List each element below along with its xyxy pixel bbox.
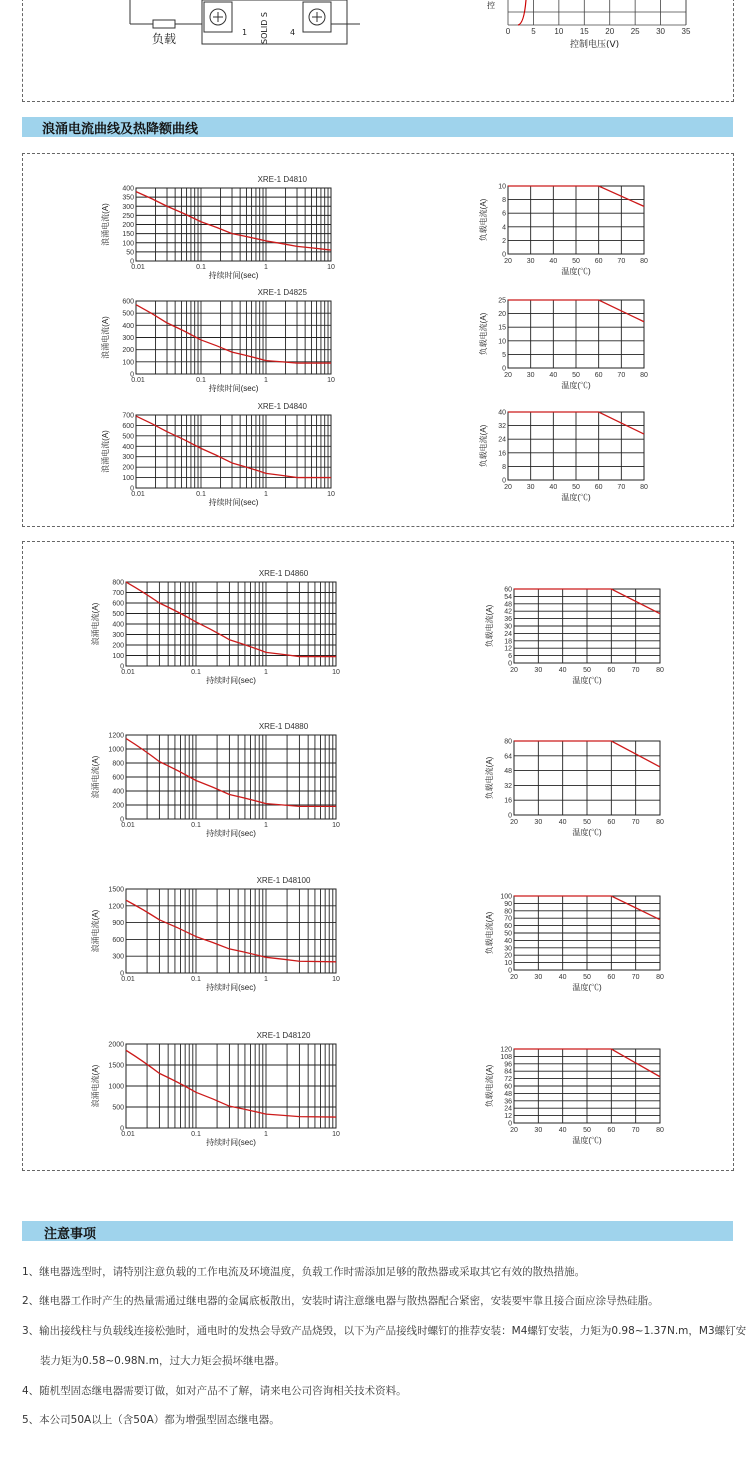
y-axis-label: 负载电流(A) <box>485 604 494 648</box>
x-tick-label: 20 <box>504 258 512 265</box>
ctrl-tick-label: 20 <box>605 27 615 36</box>
note-2: 2、继电器工作时产生的热量需通过继电器的金属底板散出，安装时请注意继电器与散热器配合紧密，安装要牢靠且接合面应涂导热硅脂。 <box>22 1295 659 1307</box>
y-tick-label: 32 <box>498 423 506 431</box>
x-tick-label: 80 <box>656 1127 664 1134</box>
y-tick-label: 6 <box>508 653 512 661</box>
y-tick-label: 500 <box>112 1104 124 1112</box>
note-4: 4、随机型固态继电器需要订做，如对产品不了解，请来电公司咨询相关技术资料。 <box>22 1385 407 1397</box>
y-tick-label: 600 <box>122 422 134 430</box>
y-tick-label: 400 <box>122 322 134 330</box>
y-tick-label: 8 <box>502 197 506 205</box>
x-tick-label: 0.01 <box>121 822 135 829</box>
x-tick-label: 80 <box>640 258 648 265</box>
y-axis-label: 浪涌电流(A) <box>101 203 110 246</box>
y-tick-label: 500 <box>112 611 124 618</box>
chart-title: XRE-1 D4810 <box>257 175 307 184</box>
y-tick-label: 4 <box>502 224 506 232</box>
y-tick-label: 400 <box>112 788 124 796</box>
x-tick-label: 60 <box>607 667 616 674</box>
x-tick-label: 1 <box>264 1131 268 1138</box>
chart-grid <box>508 300 644 368</box>
chart-grid <box>508 186 644 254</box>
note-3-cont: 装力矩为0.58~0.98N.m，过大力矩会损坏继电器。 <box>40 1355 285 1367</box>
y-tick-label: 5 <box>502 351 506 359</box>
y-axis-label: 浪涌电流(A) <box>91 909 100 953</box>
y-tick-label: 200 <box>122 347 134 355</box>
solid-state-text: SOLID S <box>260 12 269 44</box>
y-tick-label: 30 <box>504 623 512 631</box>
y-tick-label: 32 <box>504 782 512 790</box>
y-axis-label: 负载电流(A) <box>485 756 494 800</box>
surge-chart-d48120 <box>90 1026 350 1152</box>
x-tick-label: 0.1 <box>191 822 201 829</box>
y-tick-label: 700 <box>122 412 134 420</box>
y-tick-label: 100 <box>122 240 134 248</box>
chart-grid <box>126 582 336 666</box>
y-tick-label: 72 <box>504 1076 512 1084</box>
surge-chart-d4810 <box>100 170 345 285</box>
y-tick-label: 250 <box>122 212 134 220</box>
x-tick-label: 20 <box>510 667 518 674</box>
x-tick-label: 70 <box>631 819 640 826</box>
x-tick-label: 10 <box>327 264 335 271</box>
y-tick-label: 42 <box>504 608 512 616</box>
derating-chart-60a <box>484 583 674 689</box>
y-tick-label: 12 <box>504 1113 512 1121</box>
chart-title: XRE-1 D4860 <box>258 569 309 578</box>
x-tick-label: 10 <box>332 1131 340 1138</box>
x-tick-label: 40 <box>549 372 558 379</box>
x-axis-label: 温度(℃) <box>572 676 602 685</box>
x-axis-label: 温度(℃) <box>561 493 591 502</box>
y-tick-label: 25 <box>498 297 506 305</box>
x-tick-label: 30 <box>526 484 535 491</box>
ctrl-axis-label: 控制电压(V) <box>570 40 620 50</box>
y-axis-label: 浪涌电流(A) <box>101 316 110 359</box>
y-tick-label: 18 <box>504 638 512 646</box>
x-tick-label: 60 <box>594 372 603 379</box>
derating-chart-25a <box>478 294 658 394</box>
x-tick-label: 1 <box>264 976 268 983</box>
ctrl-tick-label: 25 <box>630 27 640 36</box>
y-tick-label: 40 <box>498 409 506 417</box>
x-axis-label: 持续时间(sec) <box>208 271 259 280</box>
x-tick-label: 10 <box>332 976 340 983</box>
y-tick-label: 800 <box>112 760 124 768</box>
x-tick-label: 0.01 <box>131 491 145 498</box>
x-tick-label: 0.1 <box>196 377 206 384</box>
chart-grid <box>508 412 644 480</box>
ctrl-ylabel: 控 <box>487 1 495 10</box>
ctrl-tick-label: 15 <box>579 27 589 36</box>
y-tick-label: 200 <box>122 222 134 229</box>
y-tick-label: 100 <box>122 475 134 483</box>
y-tick-label: 0 <box>120 1125 124 1133</box>
x-tick-label: 50 <box>583 974 591 981</box>
x-tick-label: 30 <box>534 819 543 826</box>
x-tick-label: 60 <box>607 1127 616 1134</box>
x-tick-label: 40 <box>558 667 567 674</box>
x-tick-label: 70 <box>631 974 640 981</box>
y-tick-label: 30 <box>504 945 512 953</box>
x-tick-label: 70 <box>617 372 626 379</box>
y-tick-label: 0 <box>502 251 506 259</box>
x-tick-label: 80 <box>640 372 648 379</box>
x-tick-label: 1 <box>264 264 268 271</box>
y-tick-label: 80 <box>504 908 512 916</box>
x-tick-label: 50 <box>572 372 580 379</box>
y-tick-label: 600 <box>112 600 124 608</box>
x-axis-label: 持续时间(sec) <box>206 983 256 992</box>
y-tick-label: 80 <box>504 738 512 746</box>
x-tick-label: 0.01 <box>121 976 135 983</box>
x-tick-label: 60 <box>607 819 616 826</box>
x-tick-label: 10 <box>327 491 335 498</box>
y-tick-label: 60 <box>504 1083 512 1091</box>
y-tick-label: 600 <box>112 774 124 782</box>
y-tick-label: 15 <box>498 324 506 332</box>
surge-chart-d4860 <box>90 564 350 690</box>
plot-frame <box>126 889 336 973</box>
y-tick-label: 6 <box>502 210 506 218</box>
x-tick-label: 50 <box>583 819 591 826</box>
y-tick-label: 0 <box>130 371 134 379</box>
y-tick-label: 0 <box>508 660 512 668</box>
y-tick-label: 10 <box>498 338 506 346</box>
ctrl-grid <box>508 0 686 25</box>
x-tick-label: 0.01 <box>121 1131 135 1138</box>
pin1-label: 1 <box>242 28 248 37</box>
ctrl-tick-label: 30 <box>656 27 666 36</box>
y-tick-label: 300 <box>122 335 134 342</box>
ctrl-tick-label: 10 <box>554 27 564 36</box>
section-title: 浪涌电流曲线及热降额曲线 <box>42 122 199 137</box>
ctrl-tick-label: 0 <box>505 27 511 36</box>
y-tick-label: 0 <box>502 365 506 373</box>
x-axis-label: 持续时间(sec) <box>206 1138 256 1147</box>
x-tick-label: 80 <box>640 484 648 491</box>
x-tick-label: 40 <box>549 258 558 265</box>
x-tick-label: 70 <box>631 1127 640 1134</box>
y-tick-label: 100 <box>122 359 134 367</box>
x-tick-label: 0.1 <box>196 491 206 498</box>
x-tick-label: 40 <box>549 484 558 491</box>
chart-grid <box>514 896 660 970</box>
x-tick-label: 0.1 <box>191 669 201 676</box>
ctrl-tick-label: 35 <box>681 27 691 36</box>
y-tick-label: 2 <box>502 237 506 245</box>
x-tick-label: 10 <box>332 669 340 676</box>
y-tick-label: 60 <box>504 923 512 931</box>
y-tick-label: 300 <box>122 454 134 462</box>
y-tick-label: 1500 <box>108 1062 124 1070</box>
y-tick-label: 400 <box>112 621 124 629</box>
x-tick-label: 80 <box>656 974 664 981</box>
chart-title: XRE-1 D4840 <box>257 402 307 411</box>
x-axis-label: 温度(℃) <box>561 267 591 276</box>
x-tick-label: 0.01 <box>131 377 145 384</box>
y-tick-label: 100 <box>112 653 124 660</box>
x-axis-label: 温度(℃) <box>572 1136 602 1145</box>
x-tick-label: 30 <box>534 1127 543 1134</box>
derating-chart-40a <box>478 406 658 506</box>
x-tick-label: 0.1 <box>191 1131 201 1138</box>
y-tick-label: 50 <box>126 249 134 257</box>
y-tick-label: 400 <box>122 443 134 451</box>
x-tick-label: 80 <box>656 819 664 826</box>
x-tick-label: 0.1 <box>191 976 201 983</box>
x-tick-label: 30 <box>534 974 543 981</box>
y-axis-label: 负载电流(A) <box>479 312 488 356</box>
y-tick-label: 0 <box>120 663 124 671</box>
notes-title: 注意事项 <box>44 1227 97 1242</box>
notes-title-bar <box>22 1221 733 1241</box>
y-tick-label: 0 <box>508 967 512 975</box>
y-tick-label: 1000 <box>108 1083 124 1091</box>
y-tick-label: 24 <box>498 436 506 444</box>
y-tick-label: 600 <box>112 936 124 944</box>
x-tick-label: 30 <box>526 372 535 379</box>
chart-grid <box>136 188 331 261</box>
y-tick-label: 48 <box>504 768 512 776</box>
x-tick-label: 30 <box>526 258 535 265</box>
ctrl-tick-label: 5 <box>531 27 536 36</box>
series-line <box>136 192 331 250</box>
y-tick-label: 12 <box>504 645 512 653</box>
y-tick-label: 1000 <box>108 746 124 754</box>
y-tick-label: 100 <box>500 893 512 901</box>
x-tick-label: 60 <box>594 484 603 491</box>
chart-title: XRE-1 D4825 <box>257 288 307 297</box>
x-tick-label: 10 <box>327 377 335 384</box>
x-tick-label: 20 <box>510 819 518 826</box>
x-tick-label: 40 <box>558 819 567 826</box>
y-tick-label: 48 <box>504 1090 512 1098</box>
y-tick-label: 60 <box>504 586 512 594</box>
y-tick-label: 150 <box>122 231 134 239</box>
pin4-label: 4 <box>290 28 296 37</box>
x-tick-label: 70 <box>617 484 626 491</box>
x-tick-label: 80 <box>656 667 664 674</box>
note-5: 5、本公司50A以上（含50A）都为增强型固态继电器。 <box>22 1414 280 1426</box>
x-tick-label: 50 <box>583 1127 591 1134</box>
y-tick-label: 96 <box>504 1061 512 1069</box>
y-tick-label: 36 <box>504 616 512 624</box>
y-tick-label: 200 <box>112 642 124 650</box>
x-tick-label: 40 <box>558 974 567 981</box>
x-tick-label: 20 <box>504 372 512 379</box>
y-tick-label: 200 <box>122 464 134 472</box>
surge-chart-d4825 <box>100 283 345 398</box>
x-axis-label: 温度(℃) <box>561 381 591 390</box>
y-axis-label: 负载电流(A) <box>479 424 488 468</box>
x-tick-label: 30 <box>534 667 543 674</box>
x-tick-label: 60 <box>607 974 616 981</box>
y-tick-label: 700 <box>112 590 124 597</box>
surge-chart-d48100 <box>90 871 350 997</box>
y-tick-label: 36 <box>504 1098 512 1106</box>
chart-grid <box>514 1049 660 1123</box>
series-line <box>126 900 336 962</box>
y-tick-label: 300 <box>112 953 124 961</box>
chart-title: XRE-1 D4880 <box>258 722 309 731</box>
chart-grid <box>514 589 660 663</box>
y-tick-label: 800 <box>112 579 124 587</box>
y-tick-label: 120 <box>500 1046 512 1054</box>
y-tick-label: 900 <box>112 920 124 928</box>
x-tick-label: 1 <box>264 669 268 676</box>
y-tick-label: 70 <box>504 915 512 923</box>
x-tick-label: 20 <box>504 484 512 491</box>
y-axis-label: 负载电流(A) <box>485 1064 494 1108</box>
x-tick-label: 70 <box>631 667 640 674</box>
x-tick-label: 1 <box>264 822 268 829</box>
derating-chart-120a <box>484 1043 674 1149</box>
y-axis-label: 浪涌电流(A) <box>91 602 100 646</box>
y-tick-label: 1200 <box>108 903 124 911</box>
x-tick-label: 50 <box>572 484 580 491</box>
y-axis-label: 浪涌电流(A) <box>91 755 100 799</box>
x-axis-label: 温度(℃) <box>572 828 602 837</box>
wiring-diagram <box>60 0 360 60</box>
y-tick-label: 350 <box>122 194 134 202</box>
x-tick-label: 1 <box>264 377 268 384</box>
y-tick-label: 84 <box>504 1068 512 1076</box>
y-tick-label: 20 <box>504 952 512 960</box>
note-3: 3、输出接线柱与负载线连接松弛时，通电时的发热会导致产品烧毁，以下为产品接线时螺钉的推荐安装：M4螺钉安装，力矩为0.98~1.37N.m，M3螺钉安 <box>22 1325 747 1337</box>
x-axis-label: 温度(℃) <box>572 983 602 992</box>
y-axis-label: 浪涌电流(A) <box>91 1064 100 1108</box>
y-axis-label: 负载电流(A) <box>479 198 488 242</box>
y-tick-label: 54 <box>504 593 512 601</box>
x-axis-label: 持续时间(sec) <box>206 676 256 685</box>
y-axis-label: 负载电流(A) <box>485 911 494 955</box>
y-tick-label: 1200 <box>108 732 124 740</box>
y-tick-label: 500 <box>122 433 134 441</box>
y-tick-label: 16 <box>504 797 512 805</box>
x-tick-label: 60 <box>594 258 603 265</box>
x-tick-label: 40 <box>558 1127 567 1134</box>
y-tick-label: 10 <box>498 183 506 191</box>
x-tick-label: 50 <box>583 667 591 674</box>
y-tick-label: 20 <box>498 311 506 319</box>
x-tick-label: 10 <box>332 822 340 829</box>
surge-chart-d4880 <box>90 717 350 843</box>
y-tick-label: 50 <box>504 930 512 938</box>
y-tick-label: 300 <box>122 203 134 211</box>
y-tick-label: 48 <box>504 601 512 609</box>
x-axis-label: 持续时间(sec) <box>208 384 259 393</box>
load-resistor <box>153 20 175 28</box>
y-tick-label: 8 <box>502 463 506 471</box>
y-tick-label: 1500 <box>108 886 124 894</box>
chart-grid <box>514 741 660 815</box>
x-tick-label: 1 <box>264 491 268 498</box>
chart-grid <box>126 1044 336 1128</box>
chart-title: XRE-1 D48100 <box>256 876 311 885</box>
y-tick-label: 600 <box>122 298 134 306</box>
x-tick-label: 20 <box>510 1127 518 1134</box>
x-axis-label: 持续时间(sec) <box>206 829 256 838</box>
y-tick-label: 0 <box>502 477 506 485</box>
load-label: 负载 <box>152 32 177 46</box>
y-tick-label: 500 <box>122 310 134 318</box>
y-tick-label: 0 <box>120 970 124 978</box>
y-tick-label: 0 <box>130 485 134 493</box>
surge-chart-d4840 <box>100 397 345 512</box>
y-tick-label: 10 <box>504 960 512 968</box>
x-axis-label: 持续时间(sec) <box>208 498 259 507</box>
x-tick-label: 70 <box>617 258 626 265</box>
x-tick-label: 20 <box>510 974 518 981</box>
y-tick-label: 24 <box>504 630 512 638</box>
y-tick-label: 0 <box>120 816 124 824</box>
derating-chart-80a <box>484 735 674 841</box>
y-tick-label: 2000 <box>108 1041 124 1049</box>
x-tick-label: 0.1 <box>196 264 206 271</box>
note-1: 1、继电器选型时，请特别注意负载的工作电流及环境温度，负载工作时需添加足够的散热器或采取其它有效的散热措施。 <box>22 1266 586 1278</box>
chart-grid <box>126 889 336 973</box>
chart-title: XRE-1 D48120 <box>256 1031 311 1040</box>
y-tick-label: 16 <box>498 450 506 458</box>
y-tick-label: 24 <box>504 1105 512 1113</box>
derating-chart-100a <box>484 890 674 996</box>
x-tick-label: 0.01 <box>121 669 135 676</box>
y-axis-label: 浪涌电流(A) <box>101 430 110 473</box>
y-tick-label: 90 <box>504 900 512 908</box>
x-tick-label: 50 <box>572 258 580 265</box>
y-tick-label: 40 <box>504 937 512 945</box>
y-tick-label: 0 <box>508 1120 512 1128</box>
y-tick-label: 64 <box>504 753 512 761</box>
y-tick-label: 400 <box>122 185 134 193</box>
y-tick-label: 0 <box>508 812 512 820</box>
y-tick-label: 200 <box>112 802 124 810</box>
y-tick-label: 0 <box>130 258 134 266</box>
y-tick-label: 108 <box>500 1053 512 1061</box>
y-tick-label: 300 <box>112 632 124 639</box>
ctrl-curve <box>518 0 526 25</box>
derating-chart-10a <box>478 180 658 280</box>
x-tick-label: 0.01 <box>131 264 145 271</box>
